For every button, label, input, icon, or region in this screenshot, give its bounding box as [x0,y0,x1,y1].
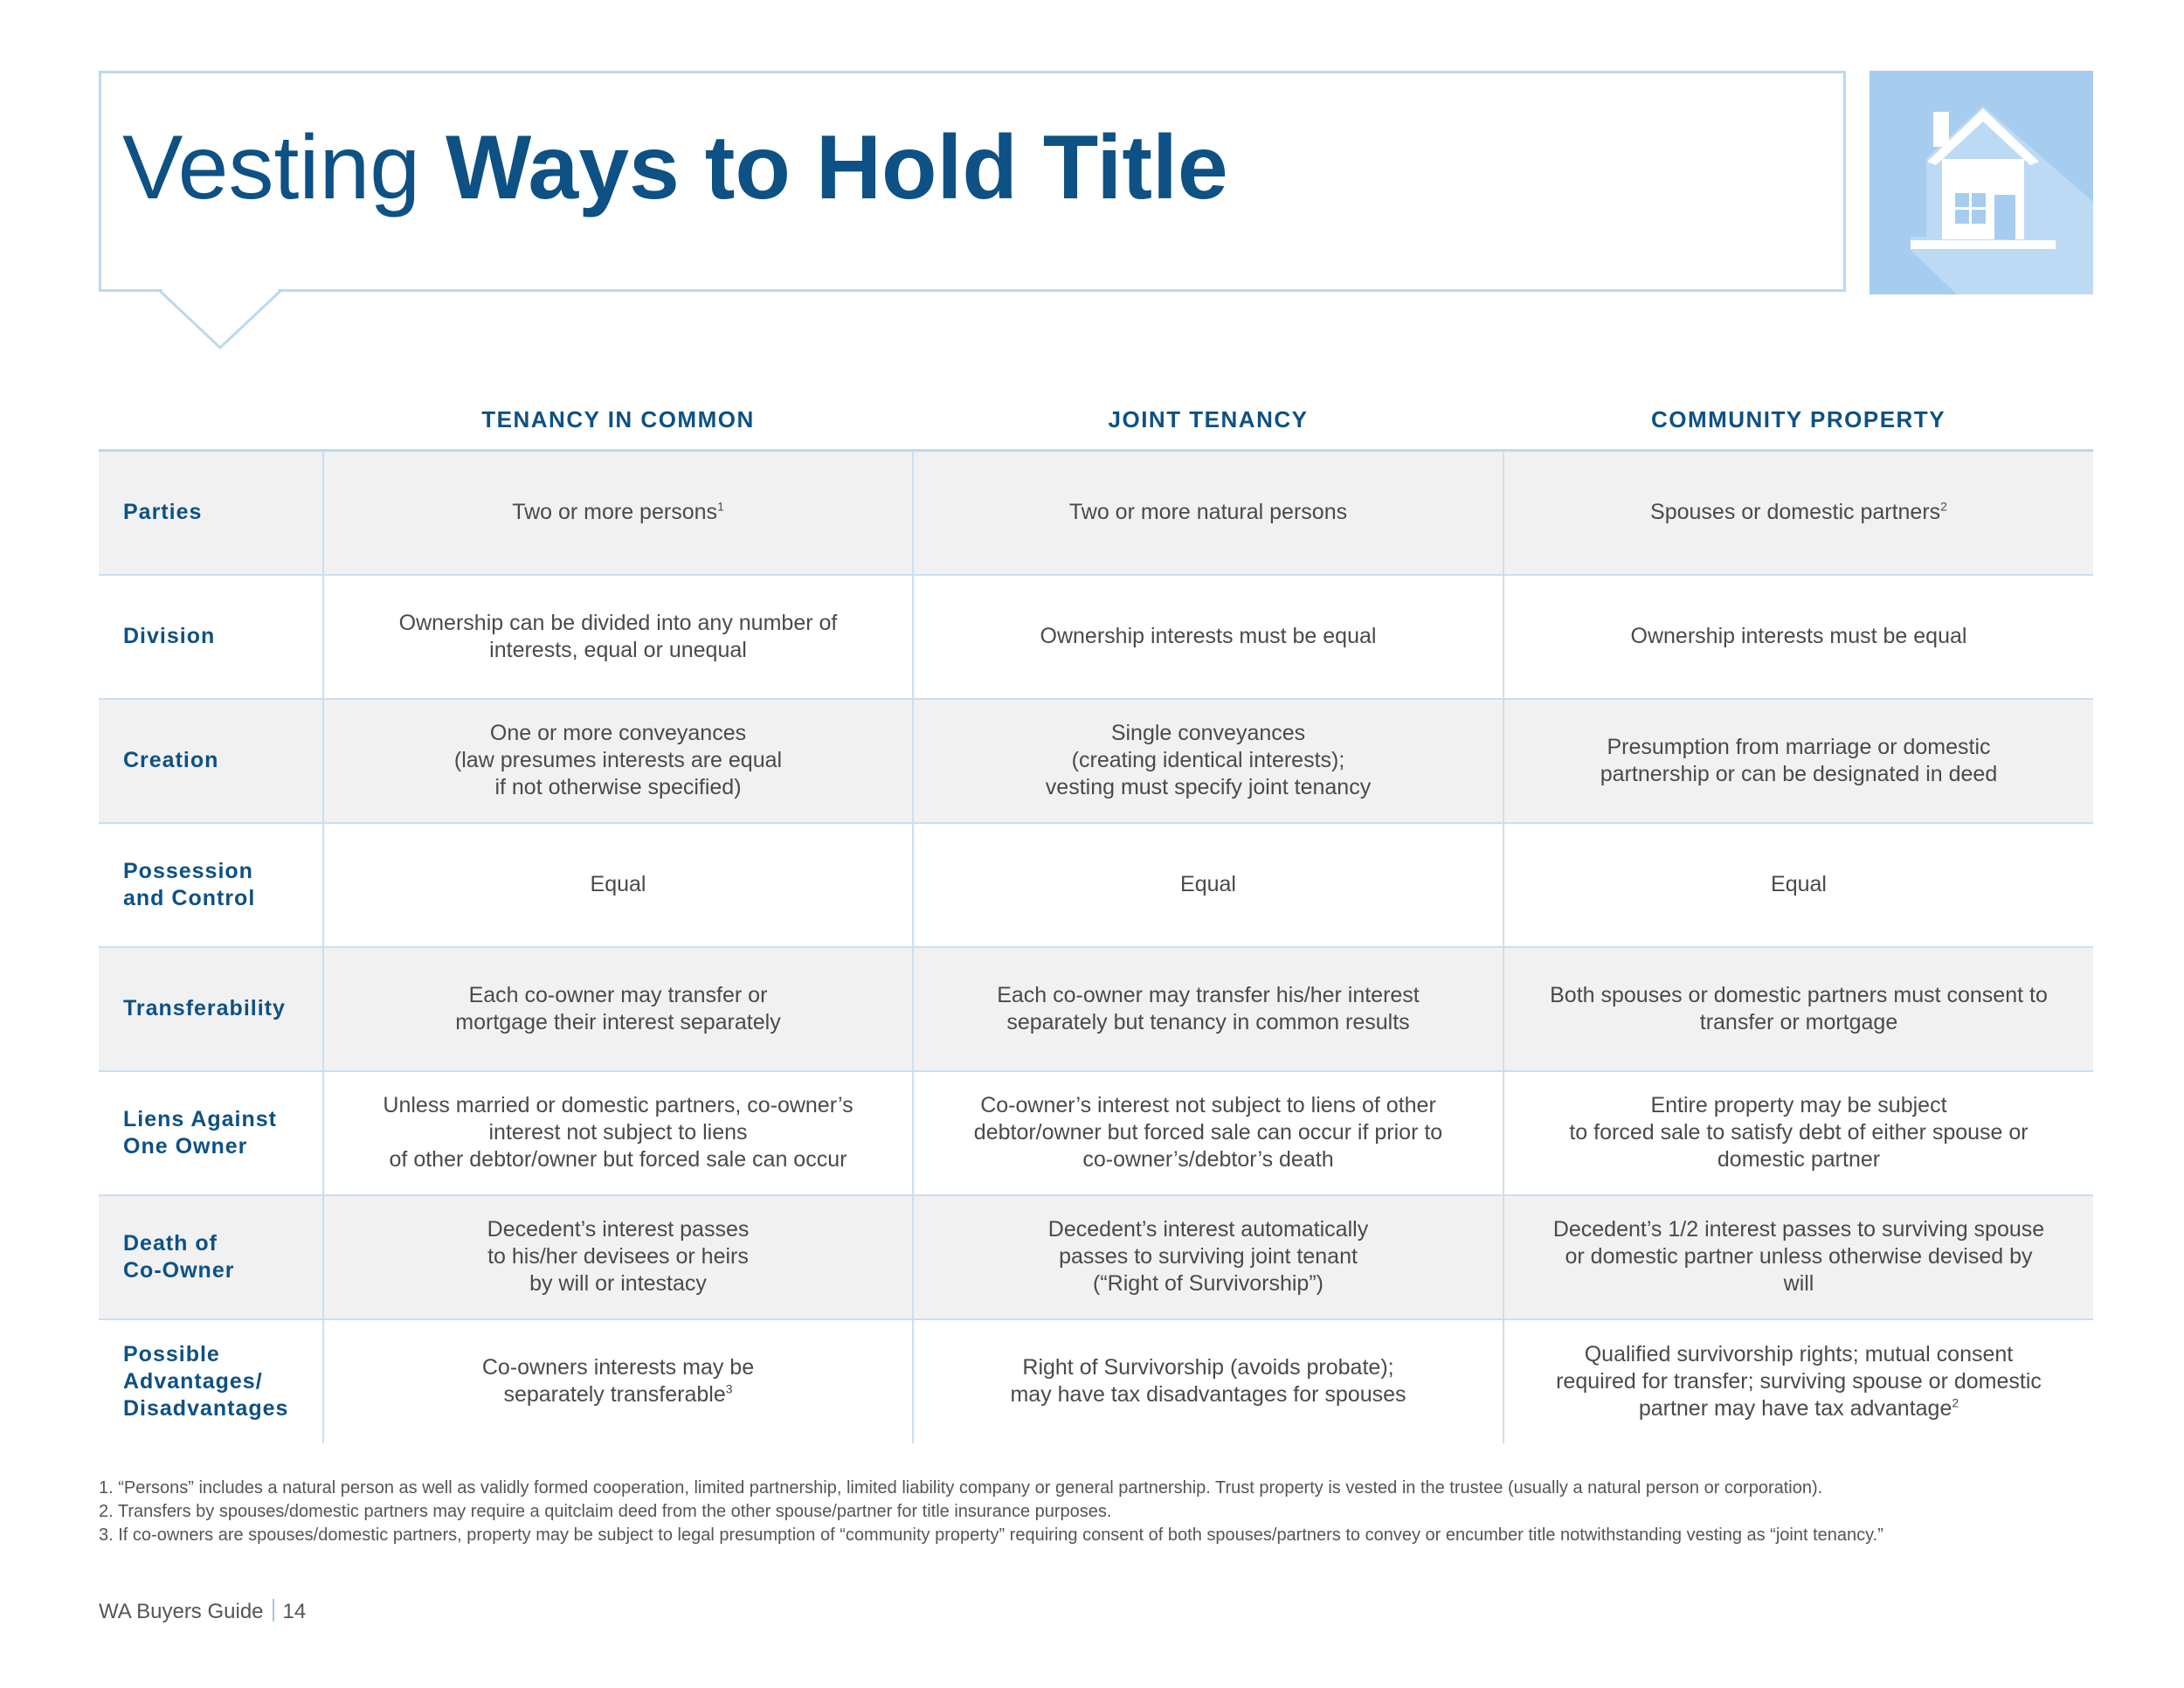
cell-text: Co-owner’s interest not subject to liens of other [980,1093,1436,1117]
cell-text: domestic partner [1717,1147,1881,1172]
cell-text: separately but tenancy in common results [1006,1009,1410,1034]
row-label [99,575,323,699]
cell-tenancy-in-common [323,451,913,575]
row-label-line: and Control [123,885,256,910]
row-label-line: Possible [123,1341,220,1366]
cell-text: Entire property may be subject [1650,1093,1947,1117]
cell-text: Ownership can be divided into any number of [398,610,838,635]
cell-tenancy-in-common [323,1071,913,1195]
footnote-3: 3. If co-owners are spouses/domestic partners, property may be subject to legal presumption of “community property” requiring consent of both spouses/partners to convey or encumber title notwithstanding vesting as “joint tenancy.” [99,1525,1883,1545]
cell-joint-tenancy [913,1195,1503,1319]
cell-text-line [1525,1119,2072,1146]
cell-text: Decedent’s 1/2 interest passes to surviving spouse [1552,1217,2045,1242]
row-label-line: Transferability [123,996,286,1020]
cell-text: co-owner’s/debtor’s death [1082,1147,1334,1172]
cell-text-line [935,747,1482,774]
cell-text-line [935,623,1482,650]
cell-text-line [345,982,891,1009]
cell-text: required for transfer; surviving spouse or domestic [1556,1368,2042,1394]
cell-text: Presumption from marriage or domestic [1607,734,1991,759]
cell-text: Unless married or domestic partners, co-owner’s [383,1093,854,1117]
cell-text-line [345,1354,891,1381]
guide-name: WA Buyers Guide [99,1600,264,1623]
cell-text-line [345,1216,891,1243]
cell-community-property [1503,1195,2093,1319]
cell-text-line [935,774,1482,801]
row-label-line: Co-Owner [123,1257,235,1283]
footer-divider [273,1599,274,1622]
cell-text: may have tax disadvantages for spouses [1010,1382,1406,1407]
cell-text: to forced sale to satisfy debt of either spouse or [1569,1120,2028,1145]
cell-text: interests, equal or unequal [489,637,747,662]
cell-text: if not otherwise specified) [494,775,742,799]
page-number: 14 [282,1600,307,1623]
cell-text: Equal [1771,872,1827,896]
cell-text: (“Right of Survivorship”) [1093,1271,1324,1296]
row-label [99,1195,323,1319]
row-label [99,1319,323,1443]
cell-text-line [345,1119,891,1146]
cell-text: partnership or can be designated in deed [1600,761,1998,786]
vesting-comparison-table [99,449,2093,1443]
cell-text-line [345,1270,891,1297]
cell-text-line [935,1243,1482,1270]
cell-text-line [1525,982,2072,1009]
cell-text: Ownership interests must be equal [1040,624,1377,648]
cell-text-line [935,1092,1482,1119]
table-row [99,823,2093,947]
cell-text: vesting must specify joint tenancy [1045,775,1372,799]
cell-text: (law presumes interests are equal [453,748,783,772]
cell-community-property [1503,575,2093,699]
table-row [99,575,2093,699]
cell-joint-tenancy [913,823,1503,947]
cell-text: Right of Survivorship (avoids probate); [1022,1355,1394,1380]
cell-text-line [1525,1243,2072,1270]
footnote-reference: 2 [1940,499,1947,514]
cell-text-line [1525,623,2072,650]
page-title-light: Vesting [122,117,421,218]
cell-text: Two or more natural persons [1068,500,1348,525]
cell-text-line [345,774,891,801]
row-label [99,823,323,947]
cell-text-line [345,1381,891,1408]
footnote-1: 1. “Persons” includes a natural person as well as validly formed cooperation, limited partnership, limited liability company or general partnership. Trust property is vested in the trustee (usually a natural person or corporation). [99,1478,1823,1498]
cell-joint-tenancy [913,575,1503,699]
cell-text-line [935,1216,1482,1243]
cell-text-line [935,1119,1482,1146]
cell-text: separately transferable [503,1382,726,1407]
cell-tenancy-in-common [323,947,913,1071]
row-label-line: Liens Against [123,1106,277,1131]
cell-text: One or more conveyances [489,721,747,745]
row-label [99,947,323,1071]
table-row [99,451,2093,575]
cell-text-line [1525,1270,2072,1297]
cell-text: transfer or mortgage [1699,1009,1898,1034]
cell-text-line [345,747,891,774]
table-row [99,947,2093,1071]
row-label-line: Division [123,624,216,648]
cell-text: passes to surviving joint tenant [1059,1244,1358,1269]
cell-text-line [1525,1216,2072,1243]
row-label [99,1071,323,1195]
cell-text-line [935,1270,1482,1297]
cell-text: of other debtor/owner but forced sale can occur [389,1147,847,1172]
cell-text: Two or more persons [512,500,718,525]
cell-text: debtor/owner but forced sale can occur if prior to [973,1120,1443,1145]
column-header-community-property: COMMUNITY PROPERTY [1650,406,1946,432]
house-icon [1870,71,2093,294]
cell-text: Ownership interests must be equal [1630,624,1967,648]
cell-text-line [935,871,1482,898]
cell-text-line [935,1354,1482,1381]
row-label-line: Parties [123,500,203,525]
cell-text-line [1525,761,2072,788]
footnote-2: 2. Transfers by spouses/domestic partners may require a quitclaim deed from the other spouse/partner for title insurance purposes. [99,1502,1112,1521]
cell-community-property [1503,699,2093,823]
footnotes [99,1477,2099,1547]
cell-text: to his/her devisees or heirs [487,1244,749,1269]
row-label-line: Creation [123,748,219,772]
cell-text-line [1525,1368,2072,1395]
cell-text-line [935,982,1482,1009]
callout-pointer [99,288,291,358]
footnote-reference: 2 [1952,1395,1959,1410]
cell-tenancy-in-common [323,699,913,823]
row-label-line: Death of [123,1230,218,1256]
cell-text: will [1783,1271,1814,1296]
page-footer [99,1599,306,1624]
cell-text-line [935,720,1482,747]
cell-tenancy-in-common [323,575,913,699]
cell-text: by will or intestacy [529,1271,707,1296]
cell-joint-tenancy [913,1319,1503,1443]
row-label-line: Possession [123,858,253,883]
footnote-reference: 1 [717,499,724,514]
cell-text-line [935,1381,1482,1408]
cell-text: or domestic partner unless otherwise devised by [1565,1244,2033,1269]
cell-community-property [1503,823,2093,947]
cell-text-line [345,1092,891,1119]
footnote-reference: 3 [725,1381,733,1396]
cell-text: mortgage their interest separately [455,1009,781,1034]
row-label [99,451,323,575]
cell-text-line [345,1009,891,1036]
cell-text-line [1525,1092,2072,1119]
cell-community-property [1503,1319,2093,1443]
cell-community-property [1503,1071,2093,1195]
row-label [99,699,323,823]
cell-joint-tenancy [913,1071,1503,1195]
cell-text-line [1525,734,2072,761]
cell-tenancy-in-common [323,1319,913,1443]
cell-text: interest not subject to liens [488,1120,748,1145]
cell-joint-tenancy [913,699,1503,823]
row-label-line: Disadvantages [123,1395,289,1421]
cell-text-line [1525,1341,2072,1368]
cell-text-line [345,720,891,747]
cell-tenancy-in-common [323,823,913,947]
cell-text-line [1525,871,2072,898]
cell-text-line [935,1009,1482,1036]
table-row [99,1195,2093,1319]
cell-text-line [1525,1146,2072,1173]
cell-text-line [345,637,891,664]
table-row [99,1319,2093,1443]
page-title [122,117,1228,218]
row-label-line: Advantages/ [123,1368,263,1394]
cell-joint-tenancy [913,947,1503,1071]
row-label-line: One Owner [123,1133,248,1159]
cell-text: Both spouses or domestic partners must consent to [1550,982,2048,1007]
cell-text: Decedent’s interest passes [487,1217,750,1242]
cell-text-line [935,1146,1482,1173]
cell-text-line [1525,1395,2072,1422]
cell-text-line [345,871,891,898]
cell-text: Co-owners interests may be [481,1355,755,1380]
cell-text-line [935,499,1482,526]
cell-community-property [1503,947,2093,1071]
cell-text: Equal [590,872,646,896]
page-title-bold: Ways to Hold Title [446,117,1228,218]
cell-tenancy-in-common [323,1195,913,1319]
cell-text: (creating identical interests); [1071,748,1345,772]
cell-text: Equal [1180,872,1236,896]
cell-text: Spouses or domestic partners [1650,500,1941,525]
cell-text: Each co-owner may transfer or [468,982,768,1007]
cell-text: Single conveyances [1110,721,1306,745]
cell-text: Each co-owner may transfer his/her interest [997,982,1420,1007]
cell-text-line [345,1243,891,1270]
cell-text-line [345,499,891,526]
column-header-tenancy-in-common: TENANCY IN COMMON [481,406,755,432]
cell-community-property [1503,451,2093,575]
cell-joint-tenancy [913,451,1503,575]
cell-text-line [345,610,891,637]
cell-text: Qualified survivorship rights; mutual consent [1584,1341,2014,1366]
table-row [99,699,2093,823]
cell-text: Decedent’s interest automatically [1047,1217,1369,1242]
column-header-joint-tenancy: JOINT TENANCY [1108,406,1309,432]
cell-text-line [1525,499,2072,526]
table-row [99,1071,2093,1195]
cell-text-line [1525,1009,2072,1036]
cell-text: partner may have tax advantage [1638,1395,1952,1421]
cell-text-line [345,1146,891,1173]
